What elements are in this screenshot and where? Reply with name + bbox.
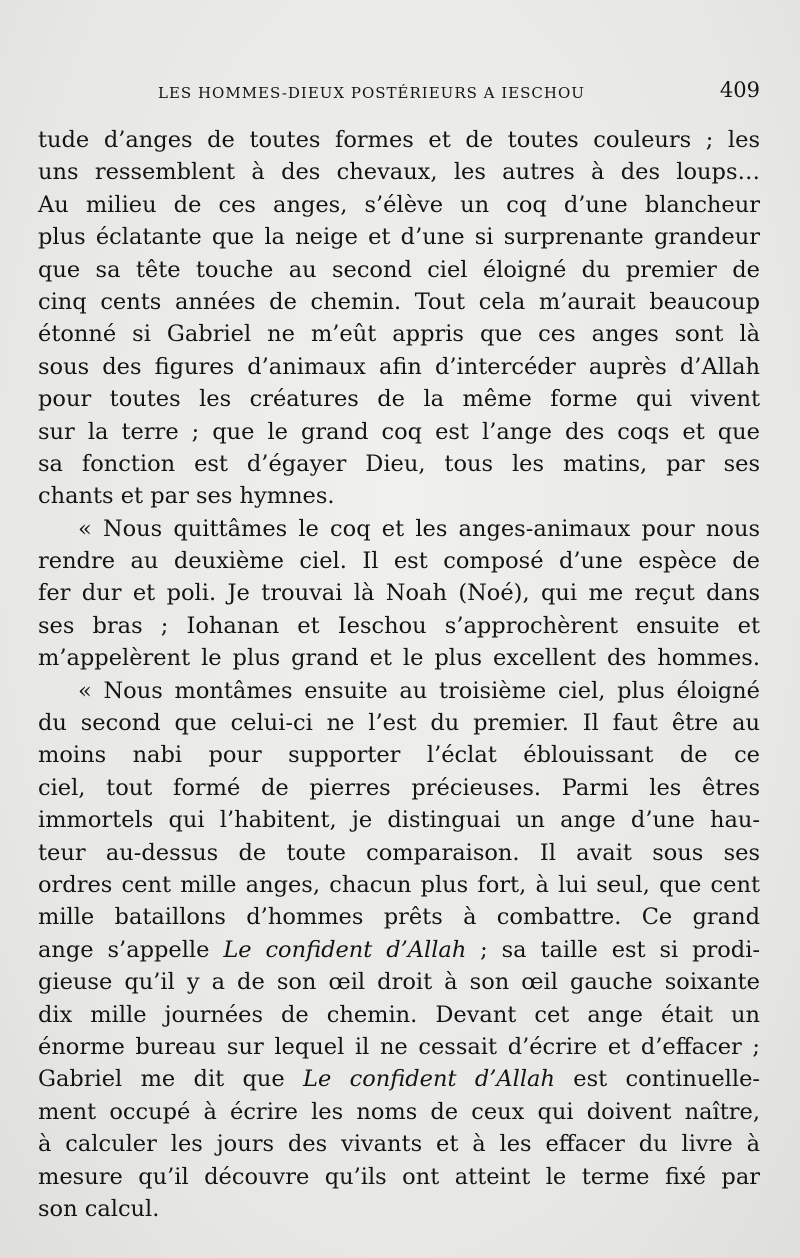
text-line: ses bras ; Iohanan et Ieschou s’approchèrent ensuite et bbox=[38, 612, 760, 639]
text-line: moins nabi pour supporter l’éclat éblouissant de ce bbox=[38, 742, 760, 769]
text-line: pour toutes les créatures de la même forme qui vivent bbox=[38, 386, 760, 413]
text-line: Gabriel me dit que Le confident d’Allah est continuelle- bbox=[38, 1066, 760, 1093]
text-line: mille bataillons d’hommes prêts à combattre. Ce grand bbox=[38, 904, 760, 931]
page-number: 409 bbox=[719, 78, 760, 102]
text-line: uns ressemblent à des chevaux, les autres à des loups… bbox=[38, 159, 760, 186]
text-line: rendre au deuxième ciel. Il est composé d’une espèce de bbox=[38, 548, 760, 575]
text-line: à calculer les jours des vivants et à les effacer du livre à bbox=[38, 1131, 760, 1158]
text-line: ordres cent mille anges, chacun plus fort, à lui seul, que cent bbox=[38, 871, 760, 898]
paragraph-end-line: son calcul. bbox=[38, 1195, 160, 1222]
italic-title: Le confident d’Allah bbox=[303, 1066, 555, 1093]
text-line: que sa tête touche au second ciel éloigné du premier de bbox=[38, 256, 760, 283]
text-line: du second que celui-ci ne l’est du premier. Il faut être au bbox=[38, 710, 760, 737]
paragraph-end-line: chants et par ses hymnes. bbox=[38, 483, 335, 510]
text-line: sur la terre ; que le grand coq est l’ange des coqs et que bbox=[38, 418, 760, 445]
text-line: Au milieu de ces anges, s’élève un coq d’une blancheur bbox=[38, 191, 760, 218]
text-line: gieuse qu’il y a de son œil droit à son œil gauche soixante bbox=[38, 969, 760, 996]
text-line: plus éclatante que la neige et d’une si surprenante grandeur bbox=[38, 224, 760, 251]
text-line: mesure qu’il découvre qu’ils ont atteint le terme fixé par bbox=[38, 1163, 760, 1190]
text-line: sous des figures d’animaux afin d’intercéder auprès d’Allah bbox=[38, 353, 760, 380]
text-line: ciel, tout formé de pierres précieuses. Parmi les êtres bbox=[38, 774, 760, 801]
text-line: immortels qui l’habitent, je distinguai un ange d’une hau- bbox=[38, 807, 760, 834]
text-line: teur au-dessus de toute comparaison. Il avait sous ses bbox=[38, 839, 760, 866]
text-line: ment occupé à écrire les noms de ceux qui doivent naître, bbox=[38, 1098, 760, 1125]
paragraph-start-line: « Nous quittâmes le coq et les anges-animaux pour nous bbox=[78, 515, 760, 542]
text-line: étonné si Gabriel ne m’eût appris que ces anges sont là bbox=[38, 321, 760, 348]
running-head bbox=[38, 78, 760, 110]
paragraph-end-line: m’appelèrent le plus grand et le plus excellent des hommes. bbox=[38, 645, 760, 672]
text-line: sa fonction est d’égayer Dieu, tous les matins, par ses bbox=[38, 450, 760, 477]
text-line: fer dur et poli. Je trouvai là Noah (Noé), qui me reçut dans bbox=[38, 580, 760, 607]
paragraph-start-line: « Nous montâmes ensuite au troisième ciel, plus éloigné bbox=[78, 677, 760, 704]
italic-title: Le confident d’Allah bbox=[223, 936, 467, 963]
text-line: tude d’anges de toutes formes et de toutes couleurs ; les bbox=[38, 127, 760, 153]
text-line: énorme bureau sur lequel il ne cessait d’écrire et d’effacer ; bbox=[38, 1033, 760, 1060]
running-title: LES HOMMES-DIEUX POSTÉRIEURS A IESCHOU bbox=[158, 84, 585, 102]
body-text bbox=[38, 124, 760, 1225]
text-line: dix mille journées de chemin. Devant cet ange était un bbox=[38, 1001, 760, 1028]
text-line: cinq cents années de chemin. Tout cela m’aurait beaucoup bbox=[38, 288, 760, 315]
text-line: ange s’appelle Le confident d’Allah ; sa taille est si prodi- bbox=[38, 936, 760, 963]
